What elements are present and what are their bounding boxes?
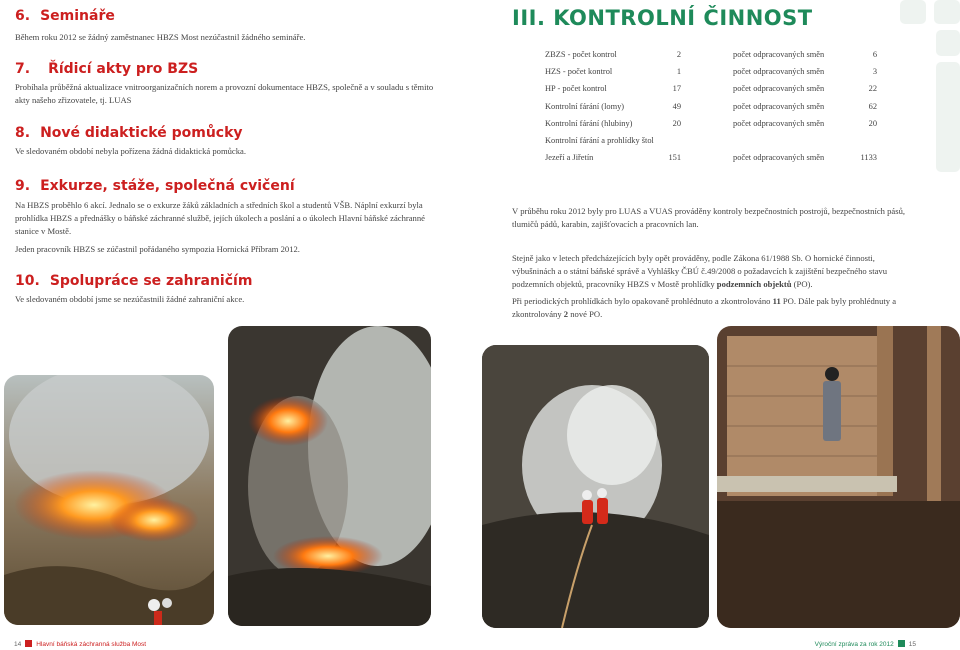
row-value: 20 xyxy=(672,118,681,128)
row-value: 2 xyxy=(676,50,681,59)
decor-tile xyxy=(936,62,960,172)
paragraph-2 xyxy=(512,252,917,291)
row-label2: počet odpracovaných směn xyxy=(733,153,825,163)
section-title: Exkurze, stáže, společná cvičení xyxy=(40,178,295,194)
row-value2: 62 xyxy=(868,101,877,111)
text-run: (PO). xyxy=(791,279,813,289)
row-label: HP - počet kontrol xyxy=(545,84,607,94)
section-text: Na HBZS proběhlo 6 akcí. Jednalo se o exkurze žáků základních a středních škol a studentů VŠB. Náplní exkurzí byla prohlídka HBZS a přednášky o báňské záchranné službě, jejích úkolech a poslání a o úkolech Hlavní báňské záchranné stanice v Mostě. xyxy=(15,200,425,236)
row-value: 17 xyxy=(672,84,681,94)
table-row xyxy=(545,153,877,170)
table-row xyxy=(545,119,877,136)
row-value2: 6 xyxy=(872,50,877,59)
row-label2: počet odpracovaných směn xyxy=(733,118,825,128)
photo-rescuers-tunnel xyxy=(482,345,709,628)
section-text: Probíhala průběžná aktualizace vnitroorganizačních norem a provozní dokumentace HBZS, společně a v souladu s těmito akty našeho zřizovatele, tj. LUAS xyxy=(15,82,434,105)
green-square-icon xyxy=(898,640,905,647)
page-heading: III. KONTROLNÍ ČINNOST xyxy=(512,6,813,30)
table-row xyxy=(545,102,877,119)
section-6 xyxy=(15,7,435,44)
section-text: Ve sledovaném období jsme se nezúčastnili žádné zahraniční akce. xyxy=(15,294,245,304)
section-title: Řídicí akty pro BZS xyxy=(48,61,199,77)
section-text: Ve sledovaném období nebyla pořízena žádná didaktická pomůcka. xyxy=(15,146,246,156)
row-value: 1 xyxy=(676,67,681,77)
row-label2: počet odpracovaných směn xyxy=(733,67,825,77)
red-square-icon xyxy=(25,640,32,647)
text-run: Při periodických prohlídkách bylo opakovaně prohlédnuto a zkontrolováno xyxy=(512,296,773,306)
row-value: 151 xyxy=(668,153,681,163)
paragraph-3 xyxy=(512,295,917,321)
footer-report: Výroční zpráva za rok 2012 xyxy=(814,641,894,648)
section-text: Jeden pracovník HBZS se zúčastnil pořádaného sympozia Hornická Příbram 2012. xyxy=(15,244,300,254)
row-label2: počet odpracovaných směn xyxy=(733,101,825,111)
section-title: Semináře xyxy=(40,8,115,24)
row-value2: 3 xyxy=(872,67,877,77)
section-number: 7. xyxy=(15,61,31,77)
photo-mannequin-shaft xyxy=(717,326,960,628)
table-row xyxy=(545,84,877,101)
row-value: 49 xyxy=(672,101,681,111)
row-label: Kontrolní fárání a prohlídky štol xyxy=(545,135,654,145)
row-label: ZBZS - počet kontrol xyxy=(545,50,617,59)
section-title: Spolupráce se zahraničím xyxy=(49,273,253,289)
section-number: 9. xyxy=(15,178,31,194)
text-run-bold: 11 xyxy=(772,296,781,306)
section-title: Nové didaktické pomůcky xyxy=(40,125,243,141)
footer-left xyxy=(14,640,146,648)
row-value2: 22 xyxy=(868,84,877,94)
photo-burning-heap xyxy=(228,326,431,626)
text-run: Stejně jako v letech předcházejících byly opět prováděny, podle Zákona 61/1988 Sb. O hornické činnosti, výbušninách a o státní báňské správě a Vyhlášky ČBÚ č.49/2008 o požadavcích k zajištění bezpečného stavu podzemních objektů, pracovníky HBZS v Mostě prohlídky xyxy=(512,253,888,289)
section-number: 6. xyxy=(15,8,31,24)
row-value2: 1133 xyxy=(860,153,877,163)
paragraph-1: V průběhu roku 2012 byly pro LUAS a VUAS prováděny kontroly bezpečnostních postrojů, bezpečnostních pásů, tlumičů pádů, karabin, zajišťovacích a pracovních lan. xyxy=(512,206,906,229)
footer-right xyxy=(815,640,916,648)
decor-tile xyxy=(900,0,926,24)
table-row xyxy=(545,67,877,84)
row-label: Jezeří a Jiřetín xyxy=(545,153,594,163)
text-run-bold: podzemních objektů xyxy=(716,279,792,289)
section-number: 10. xyxy=(15,273,40,289)
text-run: PO. Dále pak byly prohlédnuty a zkontrolovány xyxy=(512,296,897,319)
photo-fire-smoke xyxy=(4,375,214,625)
text-run: nové PO. xyxy=(568,309,603,319)
page-number-right: 15 xyxy=(908,641,916,648)
decor-tile xyxy=(936,30,960,56)
row-value2: 20 xyxy=(868,118,877,128)
row-label: Kontrolní fárání (hlubiny) xyxy=(545,118,633,128)
inspection-stats-table xyxy=(545,50,877,170)
section-number: 8. xyxy=(15,125,31,141)
table-row xyxy=(545,136,877,153)
footer-org: Hlavní báňská záchranná služba Most xyxy=(36,641,147,648)
section-7 xyxy=(15,60,435,107)
section-9 xyxy=(15,177,435,256)
row-label2: počet odpracovaných směn xyxy=(733,50,825,59)
row-label: Kontrolní fárání (lomy) xyxy=(545,101,625,111)
decor-tile xyxy=(934,0,960,24)
page-number-left: 14 xyxy=(14,641,22,648)
section-8 xyxy=(15,124,435,158)
text-run-bold: 2 xyxy=(563,309,569,319)
section-10 xyxy=(15,272,435,306)
row-label: HZS - počet kontrol xyxy=(545,67,613,77)
row-label2: počet odpracovaných směn xyxy=(733,84,825,94)
section-text: Během roku 2012 se žádný zaměstnanec HBZS Most nezúčastnil žádného semináře. xyxy=(15,32,306,42)
table-row xyxy=(545,50,877,67)
